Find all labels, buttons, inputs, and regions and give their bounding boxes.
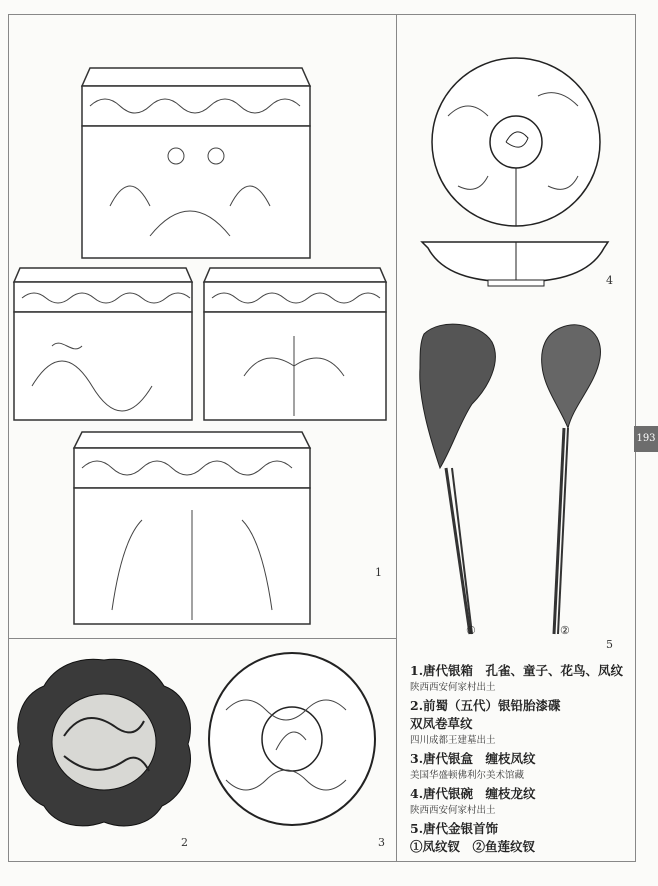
figure-1-silver-chest-side-right (202, 266, 388, 422)
row-divider (8, 638, 397, 639)
figure-3-number: 3 (378, 836, 385, 849)
caption-1-title: 1.唐代银箱 孔雀、童子、花鸟、凤纹 (410, 663, 624, 678)
figure-2-lacquer-dish (14, 656, 194, 828)
column-divider (396, 14, 397, 862)
figure-2-number: 2 (181, 836, 188, 849)
hairpin-label-2: ② (560, 624, 570, 637)
figure-5-hairpin-fish-lotus (530, 318, 606, 636)
caption-3-title: 3.唐代银盒 缠枝凤纹 (410, 751, 536, 766)
caption-2-title: 2.前蜀（五代）银铅胎漆碟 (410, 698, 561, 713)
figure-4-number: 4 (606, 274, 613, 287)
caption-2-source: 四川成都王建墓出土 (410, 735, 496, 746)
caption-list (410, 662, 640, 856)
page-number-tab: 193 (634, 426, 658, 452)
figure-1-silver-chest-side-left (12, 266, 194, 422)
caption-4-source: 陕西西安何家村出土 (410, 805, 496, 816)
caption-4-title: 4.唐代银碗 缠枝龙纹 (410, 786, 536, 801)
figure-5-number: 5 (606, 638, 613, 651)
caption-2-subtitle: 双凤卷草纹 (410, 716, 473, 731)
hairpin-label-1: ① (466, 624, 476, 637)
figure-4-silver-bowl (418, 56, 614, 288)
figure-1-silver-chest-top (80, 66, 312, 260)
figure-1-number: 1 (375, 566, 382, 579)
figure-3-silver-box (206, 650, 378, 828)
caption-5-subtitle: ①凤纹钗 ②鱼莲纹钗 (410, 839, 536, 854)
figure-1-silver-chest-front (72, 430, 312, 626)
caption-1-source: 陕西西安何家村出土 (410, 682, 496, 693)
caption-5-title: 5.唐代金银首饰 (410, 821, 499, 836)
figure-5-hairpin-phoenix (410, 318, 502, 636)
caption-3-source: 美国华盛顿佛利尔美术馆藏 (410, 770, 525, 781)
